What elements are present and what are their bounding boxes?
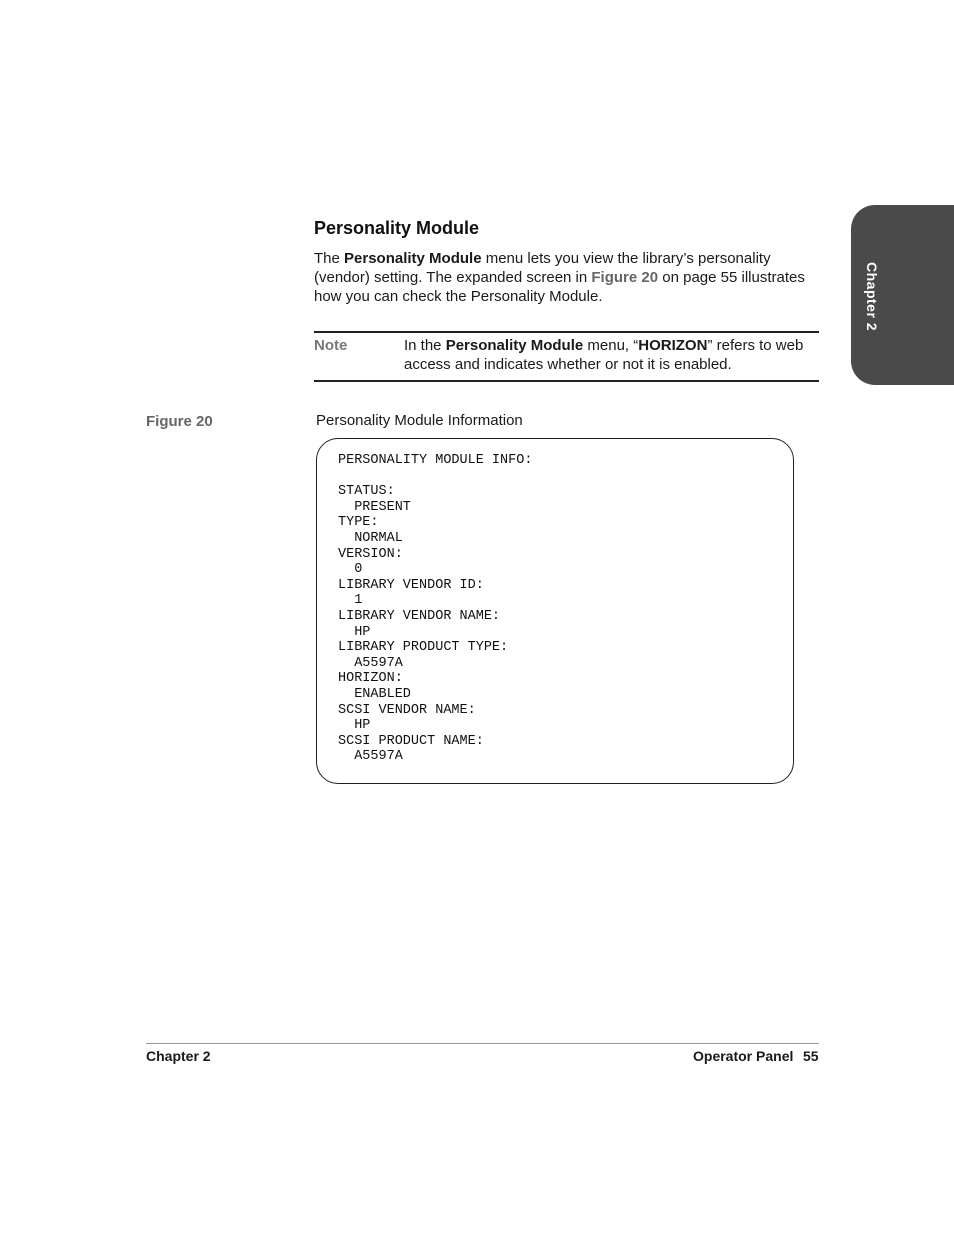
screen-line: VERSION: <box>338 546 403 562</box>
note-horizon-term: HORIZON <box>638 337 708 354</box>
footer-divider <box>146 1043 819 1044</box>
note-menu-name: Personality Module <box>445 337 584 354</box>
intro-text-2: menu lets you view the library’s personality (vendor) setting. The expanded screen in <box>314 250 771 286</box>
screen-line: LIBRARY VENDOR ID: <box>338 577 484 593</box>
screen-line <box>338 469 532 485</box>
note-bottom-divider <box>314 380 819 382</box>
screen-line: HORIZON: <box>338 671 403 687</box>
footer-section-title: Operator Panel <box>693 1048 794 1064</box>
screen-line: A5597A <box>338 749 403 765</box>
note-text-2: menu, “ <box>583 337 639 354</box>
screen-line: ENABLED <box>338 686 411 702</box>
section-title: Personality Module <box>314 218 480 238</box>
screen-line: PERSONALITY MODULE INFO: <box>338 453 533 468</box>
page-number: 55 <box>803 1048 819 1064</box>
screen-line: LIBRARY VENDOR NAME: <box>338 608 501 624</box>
footer-chapter: Chapter 2 <box>146 1048 211 1064</box>
screen-line: LIBRARY PRODUCT TYPE: <box>338 640 509 656</box>
intro-paragraph <box>314 249 820 306</box>
screen-line: NORMAL <box>338 530 403 546</box>
note-text <box>404 336 814 374</box>
note-label: Note <box>314 337 348 354</box>
screen-line: HP <box>338 718 371 734</box>
figure-reference-link[interactable]: Figure 20 <box>591 269 659 286</box>
screen-line: SCSI VENDOR NAME: <box>338 702 476 718</box>
chapter-tab-label: Chapter 2 <box>864 262 880 332</box>
screen-line: A5597A <box>338 655 403 671</box>
intro-text-1: The <box>314 250 345 267</box>
note-text-3: ” refers to web access and indicates whether or not it is enabled. <box>404 337 804 373</box>
screen-line: 1 <box>338 593 363 609</box>
screen-line: PRESENT <box>338 499 411 515</box>
note-text-1: In the <box>404 337 446 354</box>
note-top-divider <box>314 331 819 333</box>
screen-line: STATUS: <box>338 484 395 500</box>
screen-line: HP <box>338 624 371 640</box>
screen-line: TYPE: <box>338 515 379 531</box>
screen-line: 0 <box>338 562 363 578</box>
figure-caption: Personality Module Information <box>316 412 523 429</box>
screen-display-text <box>338 453 532 765</box>
screen-line: SCSI PRODUCT NAME: <box>338 733 484 749</box>
intro-menu-name: Personality Module <box>344 250 482 267</box>
intro-text-3: on page 55 illustrates how you can check the Personality Module. <box>314 269 805 305</box>
figure-label: Figure 20 <box>146 413 213 430</box>
